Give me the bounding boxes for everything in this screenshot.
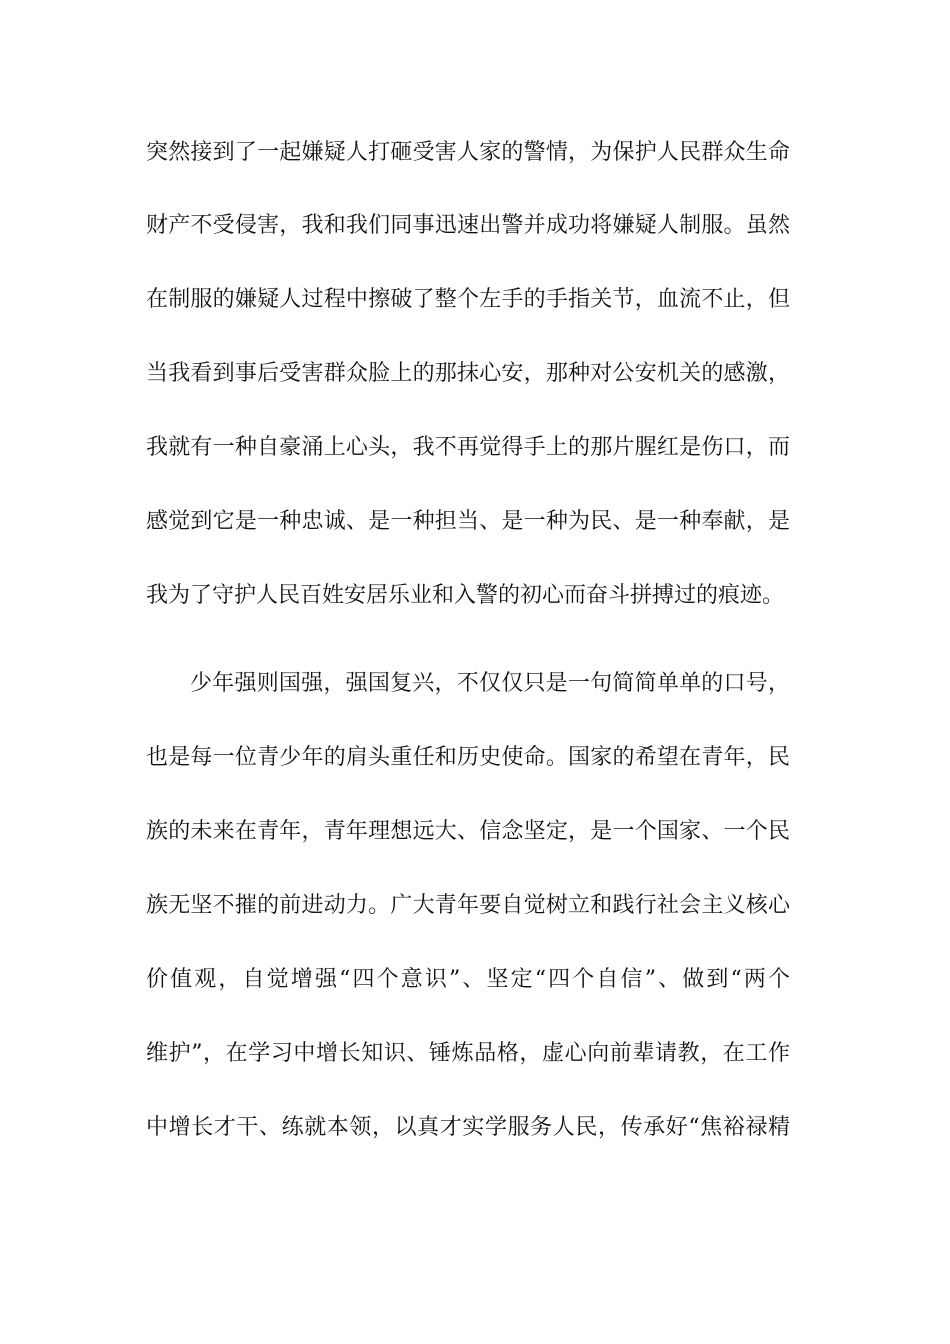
paragraph-1-line-5: 我就有一种自豪涌上心头，我不再觉得手上的那片腥红是伤口，而 (146, 435, 790, 460)
paragraph-2-line-3: 族的未来在青年，青年理想远大、信念坚定，是一个国家、一个民 (146, 819, 790, 844)
paragraph-1-line-2: 财产不受侵害，我和我们同事迅速出警并成功将嫌疑人制服。虽然 (146, 213, 790, 238)
paragraph-1-line-1: 突然接到了一起嫌疑人打砸受害人家的警情，为保护人民群众生命 (146, 140, 790, 165)
paragraph-2-line-4: 族无坚不摧的前进动力。广大青年要自觉树立和践行社会主义核心 (146, 893, 790, 918)
paragraph-2-line-5: 价值观，自觉增强“四个意识”、坚定“四个自信”、做到“两个 (146, 967, 790, 992)
paragraph-2-line-7: 中增长才干、练就本领，以真才实学服务人民，传承好“焦裕禄精 (146, 1115, 790, 1140)
paragraph-1-line-4: 当我看到事后受害群众脸上的那抹心安，那种对公安机关的感激， (146, 361, 790, 386)
paragraph-1-line-3: 在制服的嫌疑人过程中擦破了整个左手的手指关节，血流不止，但 (146, 287, 790, 312)
paragraph-1-line-7: 我为了守护人民百姓安居乐业和入警的初心而奋斗拼搏过的痕迹。 (146, 583, 785, 608)
paragraph-1-line-6: 感觉到它是一种忠诚、是一种担当、是一种为民、是一种奉献，是 (146, 509, 790, 534)
paragraph-2-line-1: 少年强则国强，强国复兴，不仅仅只是一句简简单单的口号， (190, 671, 790, 696)
paragraph-2-line-2: 也是每一位青少年的肩头重任和历史使命。国家的希望在青年，民 (146, 745, 790, 770)
paragraph-2-line-6: 维护”，在学习中增长知识、锤炼品格，虚心向前辈请教，在工作 (146, 1041, 790, 1066)
